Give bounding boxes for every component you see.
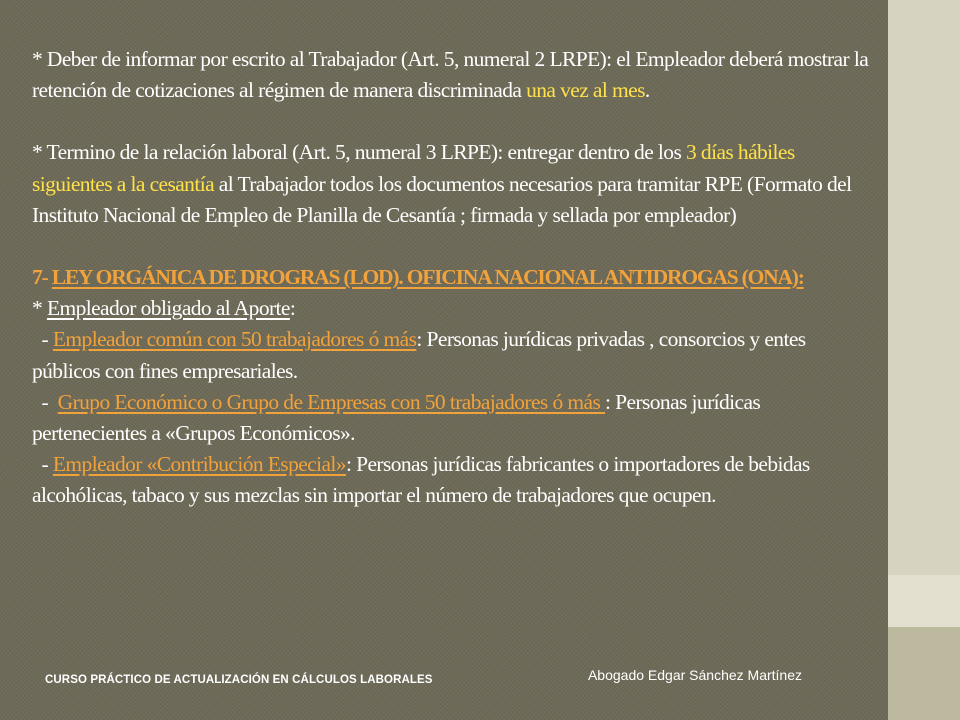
paragraph-deber-informar: * Deber de informar por escrito al Trabajador (Art. 5, numeral 2 LRPE): el Empleador deberá mostrar la retención de cotizaciones al régimen de manera discriminada una vez al mes.: [32, 47, 869, 103]
list-item-empleador-comun: - Empleador común con 50 trabajadores ó más: Personas jurídicas privadas , consorcios y entes públicos con fines empresariales.: [32, 327, 806, 383]
decorative-side-band-dark: [888, 627, 960, 720]
paragraph-obligado-aporte: * Empleador obligado al Aporte:: [32, 296, 296, 321]
decorative-side-band-light: [888, 575, 960, 627]
underlined-empleador-obligado: Empleador obligado al Aporte: [46, 296, 290, 321]
highlight-3-dias: 3 días hábiles siguientes a la cesantía: [32, 140, 795, 196]
list-item-grupo-economico: - Grupo Económico o Grupo de Empresas con 50 trabajadores ó más : Personas jurídicas pertenecientes a «Grupos Económicos».: [32, 389, 761, 446]
footer-course-title: CURSO PRÁCTICO DE ACTUALIZACIÓN EN CÁLCULOS LABORALES: [45, 674, 433, 686]
heading-title: LEY ORGÁNICA DE DROGRAS (LOD). OFICINA NACIONAL ANTIDROGAS (ONA):: [51, 265, 804, 290]
link-grupo-economico[interactable]: Grupo Económico o Grupo de Empresas con 50 trabajadores ó más: [57, 389, 605, 414]
section-heading-lod: 7- LEY ORGÁNICA DE DROGRAS (LOD). OFICINA NACIONAL ANTIDROGAS (ONA):: [32, 265, 804, 290]
footer-author: Abogado Edgar Sánchez Martínez: [587, 667, 802, 683]
list-item-contribucion-especial: - Empleador «Contribución Especial»: Personas jurídicas fabricantes o importadores de bebidas alcohólicas, tabaco y sus mezclas sin importar el número de trabajadores que ocupen.: [32, 452, 810, 508]
link-contribucion-especial[interactable]: Empleador «Contribución Especial»: [52, 452, 346, 477]
slide-body: [32, 44, 874, 512]
highlight-una-vez-al-mes: una vez al mes: [526, 78, 645, 103]
paragraph-termino-relacion: * Termino de la relación laboral (Art. 5, numeral 3 LRPE): entregar dentro de los 3 días hábiles siguientes a la cesantía al Trabajador todos los documentos necesarios para tramitar RPE (Formato del Instituto Nacional de Empleo de Planilla de Cesantía ; firmada y sellada por empleador): [32, 140, 852, 227]
link-empleador-comun[interactable]: Empleador común con 50 trabajadores ó más: [52, 327, 417, 352]
